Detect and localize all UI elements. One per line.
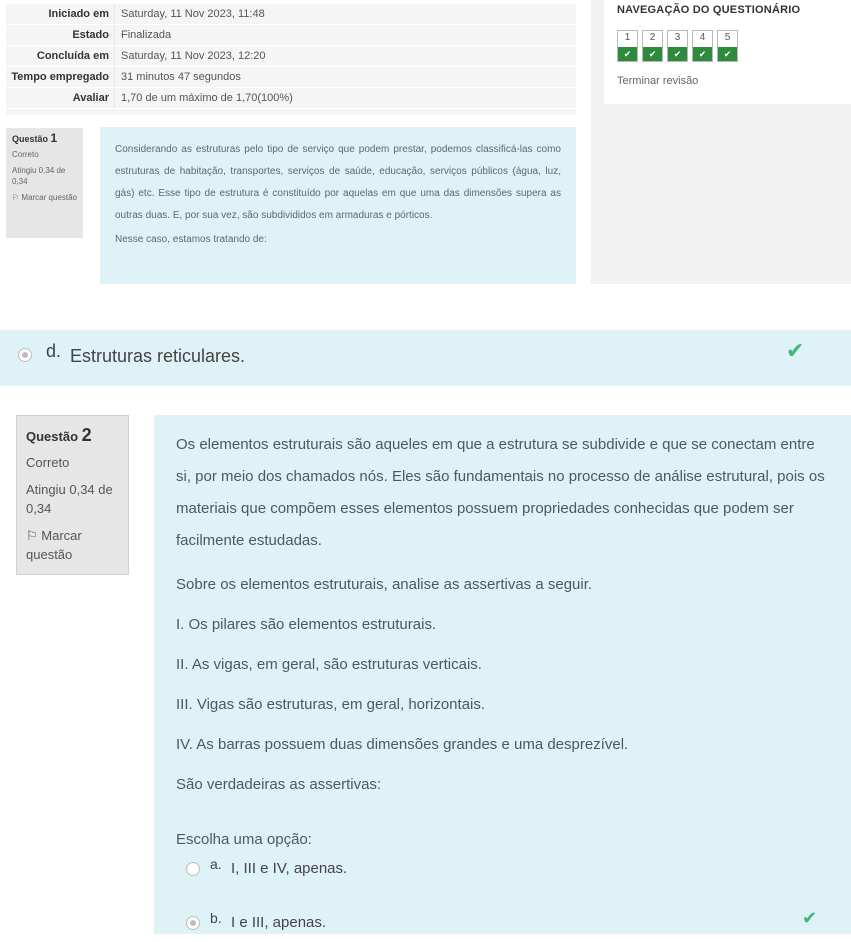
summary-row-started (6, 4, 576, 25)
attempt-summary-table (6, 4, 576, 115)
question-line: III. Vigas são estruturas, em geral, horizontais. (176, 696, 486, 713)
summary-label: Concluída em (36, 50, 109, 62)
question-title (26, 426, 119, 446)
summary-label: Avaliar (72, 92, 109, 104)
question-2-text (154, 415, 851, 934)
nav-question-number: 2 (649, 32, 656, 43)
summary-label: Estado (72, 29, 109, 41)
summary-row-grade (6, 88, 576, 109)
flag-question-link[interactable] (12, 192, 77, 203)
nav-question-number: 4 (699, 32, 706, 43)
answer-text: Estruturas reticulares. (70, 346, 246, 366)
question-1-info (6, 128, 83, 238)
summary-value: Saturday, 11 Nov 2023, 11:48 (114, 4, 576, 24)
question-line: São verdadeiras as assertivas: (176, 776, 382, 793)
question-prompt: Nesse caso, estamos tratando de: (115, 234, 267, 245)
radio-button[interactable] (186, 916, 200, 930)
summary-value: Finalizada (114, 25, 576, 45)
nav-question-2-button[interactable] (642, 30, 663, 62)
flag-icon: ⚐ (26, 528, 38, 543)
question-line: I. Os pilares são elementos estruturais. (176, 616, 437, 633)
question-number: 1 (50, 131, 58, 145)
radio-button[interactable] (186, 862, 200, 876)
answer-text: I, III e IV, apenas. (231, 860, 348, 877)
summary-value: 31 minutos 47 segundos (114, 67, 576, 87)
question-state: Correto (26, 455, 70, 470)
nav-question-4-button[interactable] (692, 30, 713, 62)
question-body: Considerando as estruturas pelo tipo de serviço que podem prestar, podemos classificá-las como estruturas de habitação, transportes, serviços de saúde, educação, serviços públicos (água, luz, gás) etc. Esse tipo de estrutura é constituído por aquelas em que uma das dimensões supera as outras duas. E, por sua vez, são subdivididos em armaduras e pórticos. (115, 144, 561, 221)
answer-letter: b. (210, 910, 222, 926)
answer-option-b[interactable] (176, 908, 829, 942)
answer-text: I e III, apenas. (231, 914, 327, 931)
answer-letter: a. (210, 856, 222, 872)
question-number: 2 (81, 425, 92, 445)
summary-row-state (6, 25, 576, 46)
question-label: Questão (12, 134, 49, 144)
nav-question-number: 5 (724, 32, 731, 43)
radio-button[interactable] (18, 348, 32, 362)
check-icon: ✔ (668, 47, 687, 61)
nav-question-3-button[interactable] (667, 30, 688, 62)
flag-icon: ⚐ (12, 193, 20, 202)
answer-letter: d. (46, 341, 62, 361)
summary-label: Tempo empregado (11, 71, 109, 83)
answer-option-a[interactable] (176, 856, 829, 888)
end-review-link[interactable]: Terminar revisão (617, 75, 699, 87)
check-icon: ✔ (718, 47, 737, 61)
summary-value: Saturday, 11 Nov 2023, 12:20 (114, 46, 576, 66)
flag-label: Marcar questão (26, 528, 82, 562)
question-title (12, 133, 77, 145)
nav-question-5-button[interactable] (717, 30, 738, 62)
quiz-navigation-title: NAVEGAÇÃO DO QUESTIONÁRIO (617, 4, 801, 16)
question-grade: Atingiu 0,34 de 0,34 (12, 166, 66, 186)
correct-check-icon: ✔ (802, 908, 818, 928)
choose-option-prompt: Escolha uma opção: (176, 831, 312, 848)
correct-check-icon: ✔ (786, 338, 805, 363)
nav-question-number: 3 (674, 32, 681, 43)
nav-question-number: 1 (624, 32, 631, 43)
nav-question-1-button[interactable] (617, 30, 638, 62)
question-line: IV. As barras possuem duas dimensões grandes e uma desprezível. (176, 736, 629, 753)
flag-question-link[interactable] (26, 526, 119, 564)
check-icon: ✔ (693, 47, 712, 61)
question-grade: Atingiu 0,34 de 0,34 (26, 482, 113, 516)
question-state: Correto (12, 150, 39, 159)
summary-value: 1,70 de um máximo de 1,70(100%) (114, 88, 576, 108)
summary-row-time (6, 67, 576, 88)
question-body: Os elementos estruturais são aqueles em que a estrutura se subdivide e que se conectam entre si, por meio dos chamados nós. Eles são fundamentais no processo de análise estrutural, pois os materiais que compõem esses elementos possuem propriedades conhecidas que podem ser facilmente estudadas. (176, 436, 825, 549)
check-icon: ✔ (643, 47, 662, 61)
summary-row-completed (6, 46, 576, 67)
check-icon: ✔ (618, 47, 637, 61)
question-2-info (16, 415, 129, 575)
question-line: II. As vigas, em geral, são estruturas verticais. (176, 656, 482, 673)
question-1-text (100, 127, 576, 284)
quiz-navigation-buttons (617, 30, 738, 62)
summary-label: Iniciado em (48, 8, 109, 20)
question-label: Questão (26, 429, 79, 444)
flag-label: Marcar questão (21, 193, 77, 202)
question-line: Sobre os elementos estruturais, analise as assertivas a seguir. (176, 576, 593, 593)
answer-option-d[interactable] (0, 330, 851, 386)
